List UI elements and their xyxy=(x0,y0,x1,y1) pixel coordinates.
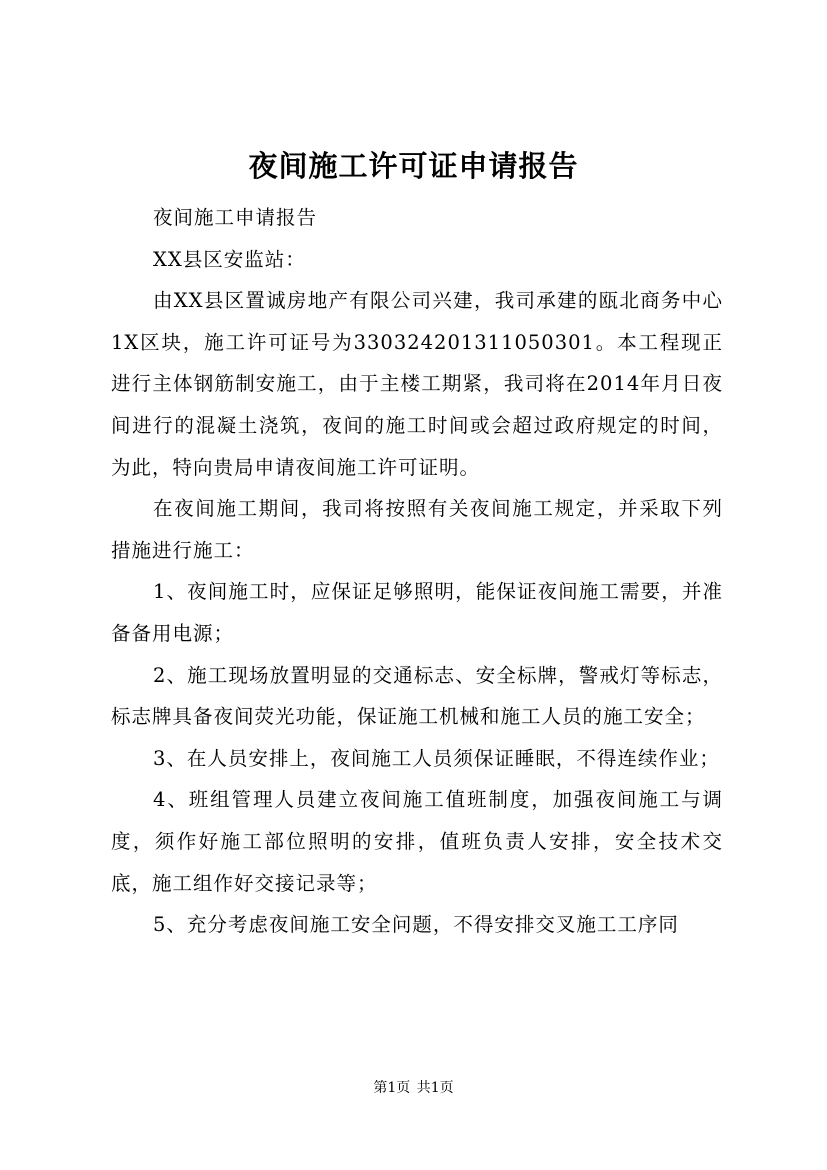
page-footer xyxy=(0,1076,827,1100)
page-total: 共1页 xyxy=(416,1080,454,1096)
paragraph: 1、夜间施工时，应保证足够照明，能保证夜间施工需要，并准备备用电源； xyxy=(111,580,723,645)
document-body xyxy=(111,197,723,946)
paragraph: 4、班组管理人员建立夜间施工值班制度，加强夜间施工与调度，须作好施工部位照明的安排，值班负责人安排，安全技术交底，施工组作好交接记录等； xyxy=(111,788,723,895)
document-title: 夜间施工许可证申请报告 xyxy=(248,149,579,183)
paragraph: 5、充分考虑夜间施工安全问题，不得安排交叉施工工序同 xyxy=(153,913,679,937)
paragraph: 在夜间施工期间，我司将按照有关夜间施工规定，并采取下列措施进行施工： xyxy=(111,497,723,562)
paragraph: 3、在人员安排上，夜间施工人员须保证睡眠，不得连续作业； xyxy=(153,746,720,770)
paragraph: XX县区安监站： xyxy=(153,247,306,271)
paragraph: 夜间施工申请报告 xyxy=(153,206,318,229)
page-number: 第1页 xyxy=(373,1080,411,1096)
paragraph: 由XX县区置诚房地产有限公司兴建，我司承建的瓯北商务中心1X区块，施工许可证号为330324201311050301。本工程现正进行主体钢筋制安施工，由于主楼工期紧，我司将在2014年月日夜间进行的混凝土浇筑，夜间的施工时间或会超过政府规定的时间，为此，特向贵局申请夜间施工许可证明。 xyxy=(111,289,723,479)
paragraph: 2、施工现场放置明显的交通标志、安全标牌，警戒灯等标志，标志牌具备夜间荧光功能，保证施工机械和施工人员的施工安全； xyxy=(111,663,723,729)
